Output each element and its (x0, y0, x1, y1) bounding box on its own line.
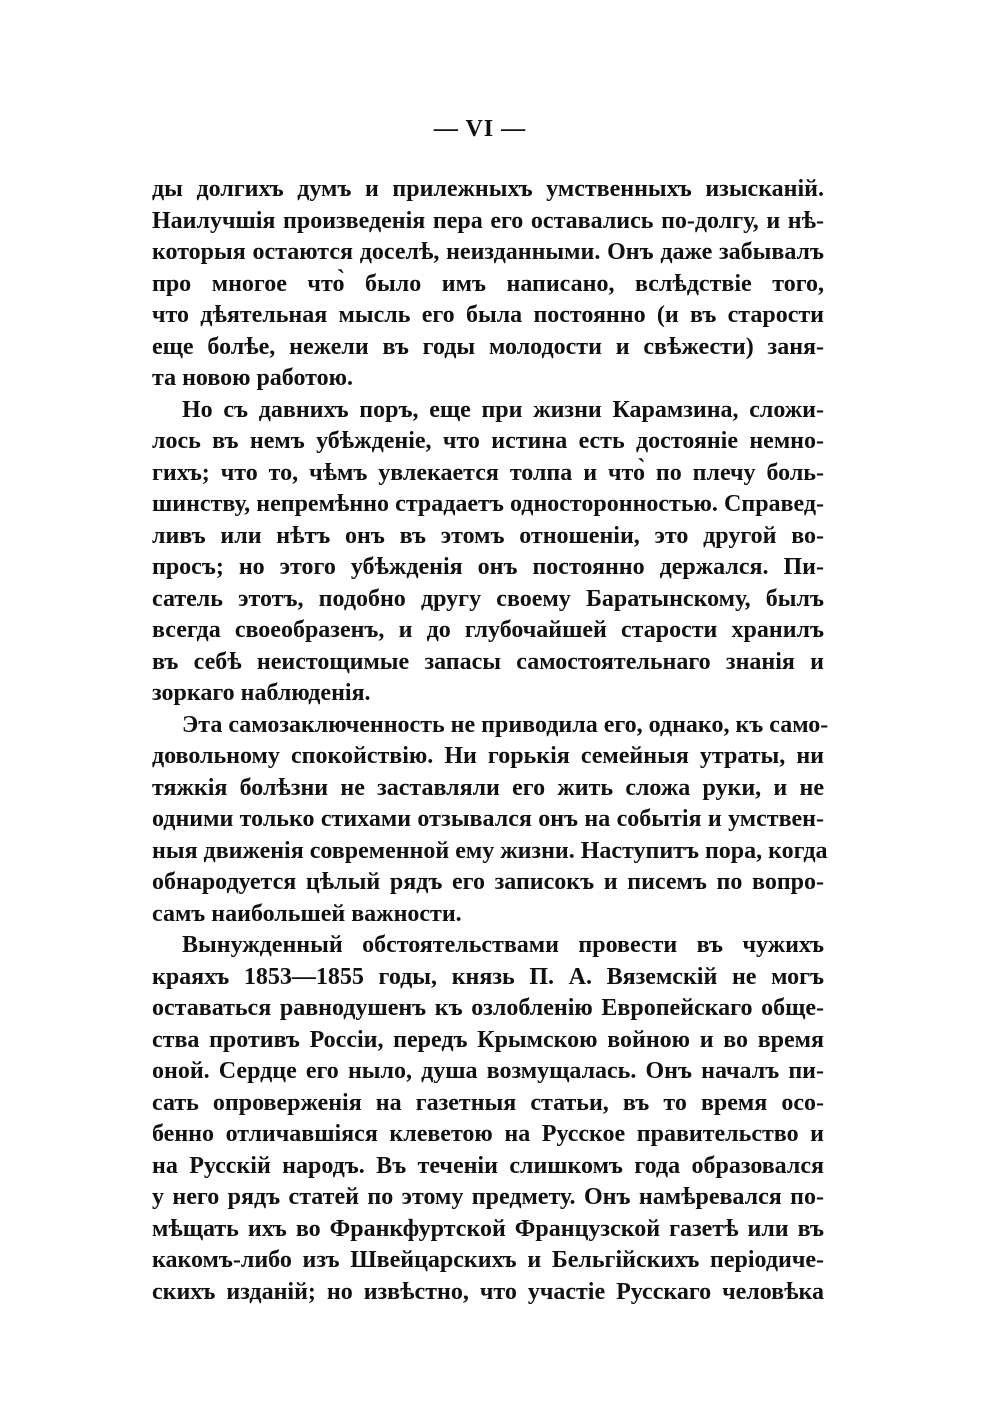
text-line: просъ; но этого убѣжденія онъ постоянно держался. Пи- (152, 554, 824, 580)
text-line: всегда своеобразенъ, и до глубочайшей старости хранилъ (152, 617, 824, 643)
text-line: мѣщать ихъ во Франкфуртской Французской газетѣ или въ (152, 1215, 824, 1242)
paragraph (152, 174, 824, 395)
text-line: лось въ немъ убѣжденіе, что истина есть достояніе немно- (152, 428, 824, 454)
text-line: у него рядъ статей по этому предмету. Онъ намѣревался по- (152, 1184, 824, 1210)
paragraph (152, 710, 829, 931)
text-line: тяжкія болѣзни не заставляли его жить сложа руки, и не (152, 774, 824, 801)
text-line: краяхъ 1853—1855 годы, князь П. А. Вяземскій не могъ (152, 963, 824, 990)
text-line: одними только стихами отзывался онъ на событія и умствен- (152, 806, 824, 832)
text-line: Эта самозаключенность не приводила его, однако, къ само- (182, 711, 829, 738)
text-line: обнародуется цѣлый рядъ его записокъ и писемъ по вопро- (152, 869, 824, 895)
text-line: которыя остаются доселѣ, неизданными. Онъ даже забывалъ (152, 239, 824, 265)
text-line: ства противъ Россіи, передъ Крымскою войною и во время (152, 1026, 824, 1053)
text-line: что дѣятельная мысль его была постоянно (и въ старости (152, 302, 824, 328)
text-line: ныя движенія современной ему жизни. Наступитъ пора, когда (152, 837, 828, 864)
text-line: сатель этотъ, подобно другу своему Баратынскому, былъ (152, 585, 824, 612)
text-line: оной. Сердце его ныло, душа возмущалась. Онъ началъ пи- (152, 1058, 824, 1084)
text-line: на Русскій народъ. Въ теченіи слишкомъ года образовался (152, 1152, 824, 1179)
paragraph (152, 930, 824, 1308)
text-line: гихъ; что то, чѣмъ увлекается толпа и что̀ по плечу боль- (152, 459, 824, 486)
text-line: самъ наибольшей важности. (152, 900, 462, 927)
text-line: скихъ изданій; но извѣстно, что участіе Русскаго человѣка (152, 1278, 824, 1305)
body-text (152, 174, 829, 1308)
text-line: Вынужденный обстоятельствами провести въ чужихъ (182, 932, 824, 958)
text-line: Наилучшія произведенія пера его оставались по-долгу, и нѣ- (152, 207, 824, 234)
text-line: довольному спокойствію. Ни горькія семейныя утраты, ни (152, 743, 824, 769)
page-number: — VI — (433, 116, 527, 142)
text-line: про многое что̀ было имъ написано, вслѣдствіе того, (152, 270, 824, 297)
text-line: оставаться равнодушенъ къ озлобленію Европейскаго обще- (152, 995, 824, 1021)
text-line: бенно отличавшіяся клеветою на Русское правительство и (152, 1121, 824, 1147)
text-line: шинству, непремѣнно страдаетъ односторонностью. Справед- (152, 491, 824, 517)
text-line: какомъ-либо изъ Швейцарскихъ и Бельгійскихъ періодиче- (152, 1247, 824, 1273)
text-line: сать опроверженія на газетныя статьи, въ то время осо- (152, 1089, 824, 1116)
text-line: та новою работою. (152, 365, 353, 391)
text-line: ды долгихъ думъ и прилежныхъ умственныхъ изысканій. (152, 176, 824, 202)
text-line: ливъ или нѣтъ онъ въ этомъ отношеніи, это другой во- (152, 522, 824, 549)
text-line: въ себѣ неистощимые запасы самостоятельнаго знанія и (152, 648, 824, 675)
text-line: еще болѣе, нежели въ годы молодости и свѣжести) заня- (152, 333, 824, 360)
text-line: Но съ давнихъ поръ, еще при жизни Карамзина, сложи- (182, 396, 824, 423)
paragraph (152, 395, 824, 710)
text-line: зоркаго наблюденія. (152, 680, 371, 706)
